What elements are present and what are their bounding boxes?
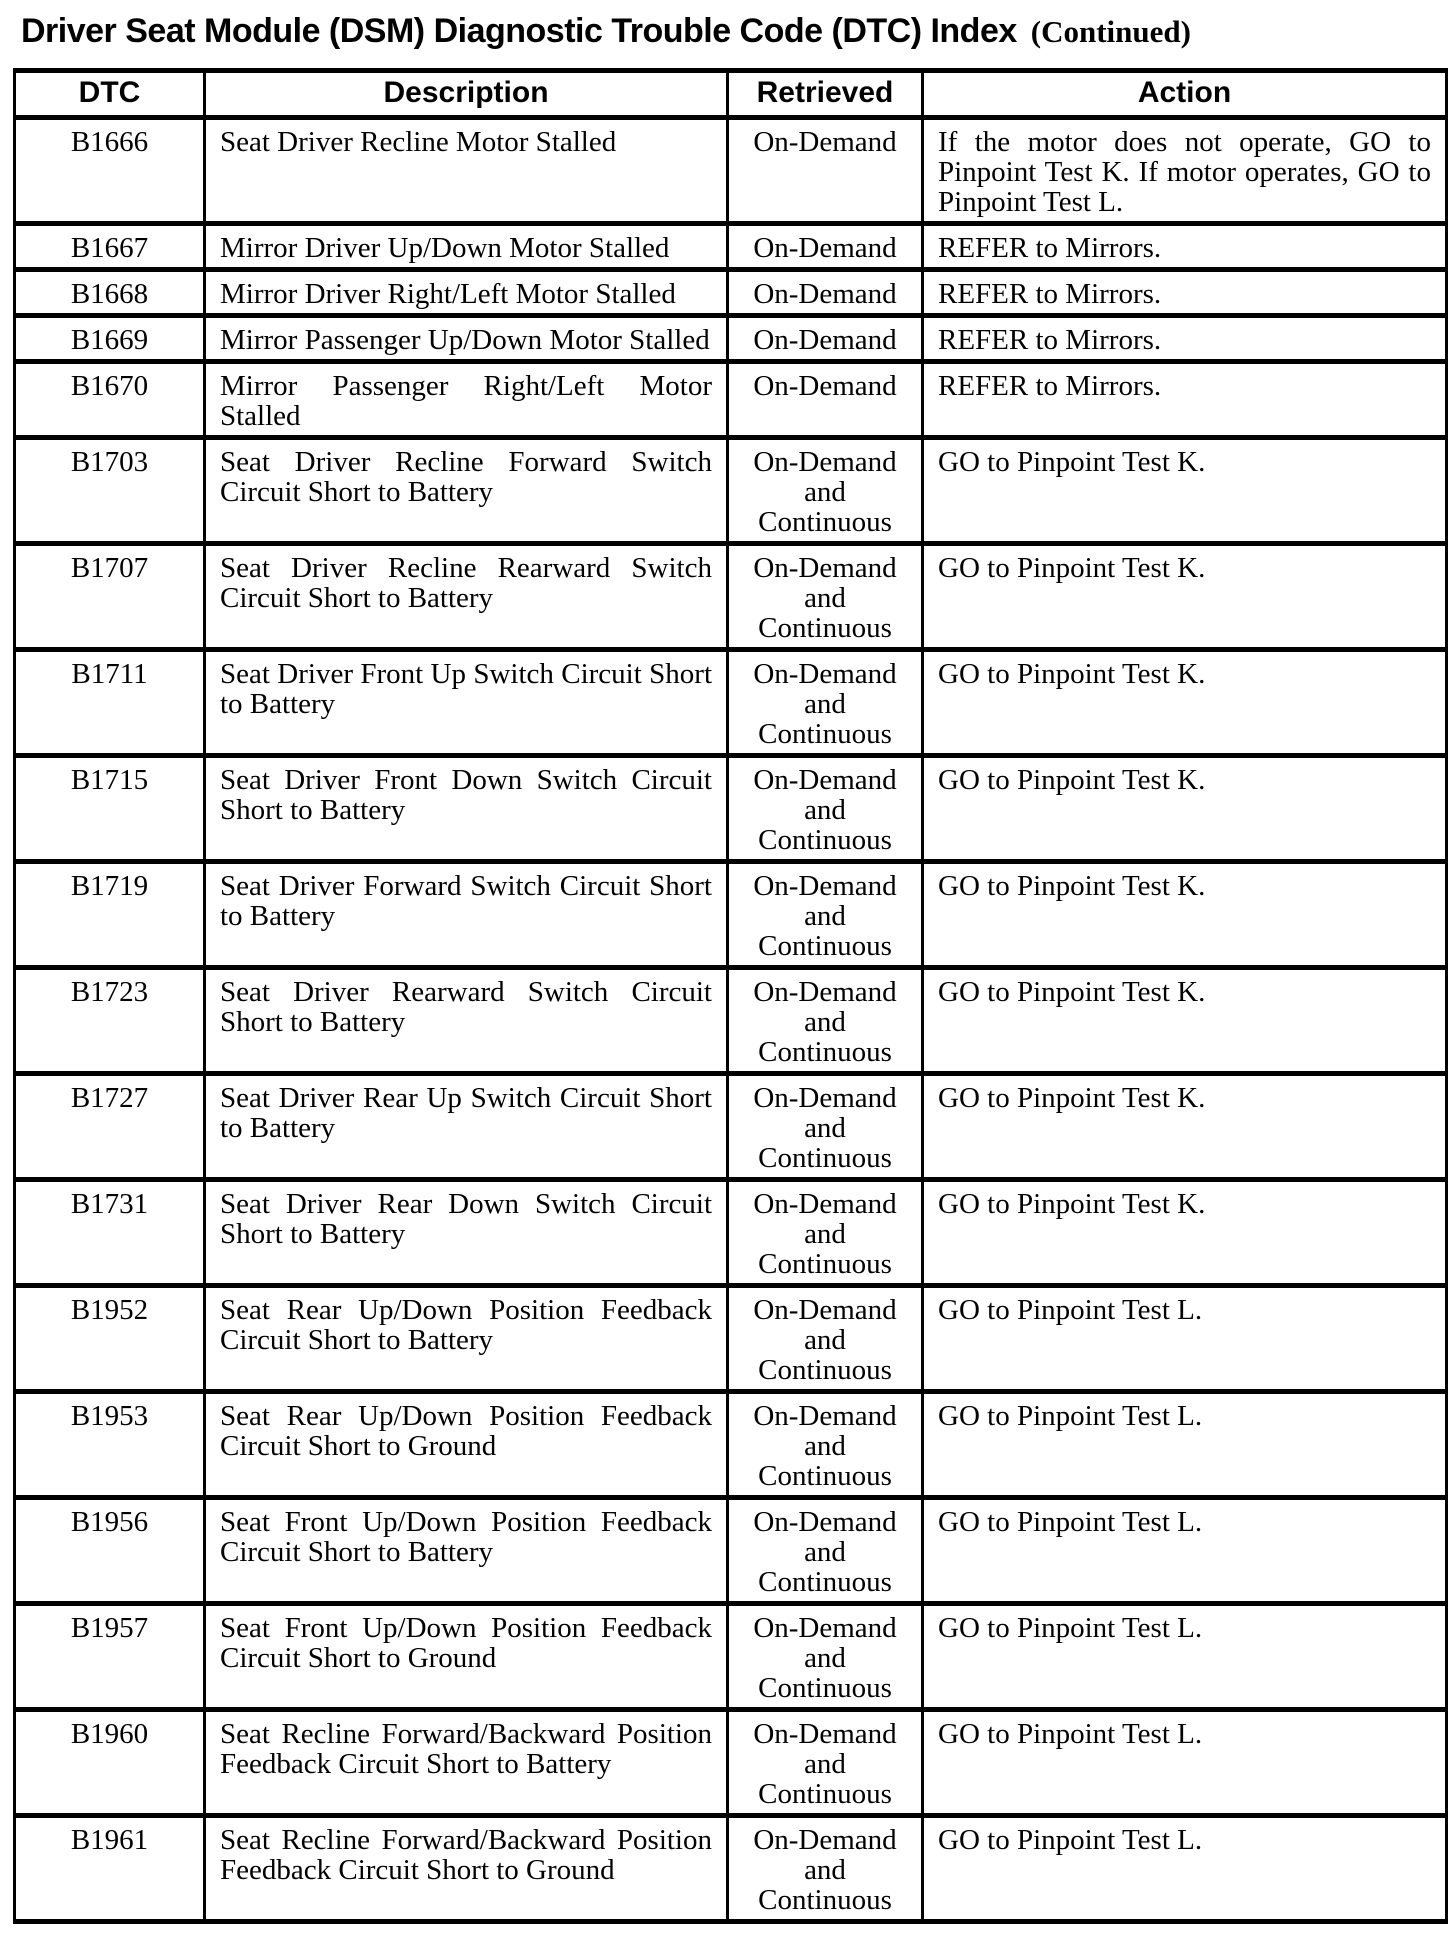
page-title bbox=[21, 12, 1445, 51]
table-row bbox=[15, 1710, 1447, 1816]
table-header-row bbox=[15, 71, 1447, 118]
description-cell: Mirror Passenger Up/Down Motor Stalled bbox=[205, 316, 728, 362]
table-row bbox=[15, 1074, 1447, 1180]
table-row bbox=[15, 544, 1447, 650]
retrieved-cell: On-Demand and Continuous bbox=[728, 438, 923, 544]
description-cell: Seat Driver Rearward Switch Circuit Short to Battery bbox=[205, 968, 728, 1074]
dtc-code-cell: B1711 bbox=[15, 650, 205, 756]
retrieved-cell: On-Demand bbox=[728, 362, 923, 438]
description-cell: Mirror Driver Right/Left Motor Stalled bbox=[205, 270, 728, 316]
action-cell: GO to Pinpoint Test L. bbox=[923, 1286, 1447, 1392]
retrieved-cell: On-Demand and Continuous bbox=[728, 1498, 923, 1604]
dtc-table-body bbox=[15, 118, 1447, 1922]
action-cell: GO to Pinpoint Test K. bbox=[923, 968, 1447, 1074]
dtc-code-cell: B1719 bbox=[15, 862, 205, 968]
description-cell: Seat Driver Rear Up Switch Circuit Short to Battery bbox=[205, 1074, 728, 1180]
retrieved-cell: On-Demand and Continuous bbox=[728, 1816, 923, 1922]
page-title-main: Driver Seat Module (DSM) Diagnostic Trouble Code (DTC) Index bbox=[21, 12, 1017, 50]
action-cell: GO to Pinpoint Test L. bbox=[923, 1710, 1447, 1816]
description-cell: Seat Driver Front Up Switch Circuit Short to Battery bbox=[205, 650, 728, 756]
dtc-code-cell: B1957 bbox=[15, 1604, 205, 1710]
table-row bbox=[15, 316, 1447, 362]
action-cell: GO to Pinpoint Test K. bbox=[923, 438, 1447, 544]
dtc-code-cell: B1952 bbox=[15, 1286, 205, 1392]
dtc-code-cell: B1703 bbox=[15, 438, 205, 544]
retrieved-cell: On-Demand and Continuous bbox=[728, 1286, 923, 1392]
dtc-code-cell: B1723 bbox=[15, 968, 205, 1074]
action-cell: GO to Pinpoint Test L. bbox=[923, 1498, 1447, 1604]
description-cell: Seat Rear Up/Down Position Feedback Circuit Short to Battery bbox=[205, 1286, 728, 1392]
table-row bbox=[15, 118, 1447, 224]
action-cell: REFER to Mirrors. bbox=[923, 362, 1447, 438]
description-cell: Seat Driver Front Down Switch Circuit Short to Battery bbox=[205, 756, 728, 862]
action-cell: GO to Pinpoint Test K. bbox=[923, 1180, 1447, 1286]
action-cell: GO to Pinpoint Test K. bbox=[923, 1074, 1447, 1180]
table-row bbox=[15, 362, 1447, 438]
retrieved-cell: On-Demand and Continuous bbox=[728, 544, 923, 650]
table-row bbox=[15, 862, 1447, 968]
action-cell: REFER to Mirrors. bbox=[923, 316, 1447, 362]
description-cell: Seat Driver Recline Forward Switch Circuit Short to Battery bbox=[205, 438, 728, 544]
retrieved-cell: On-Demand and Continuous bbox=[728, 862, 923, 968]
description-cell: Seat Driver Rear Down Switch Circuit Short to Battery bbox=[205, 1180, 728, 1286]
action-cell: REFER to Mirrors. bbox=[923, 224, 1447, 270]
retrieved-cell: On-Demand and Continuous bbox=[728, 1392, 923, 1498]
description-cell: Seat Front Up/Down Position Feedback Circuit Short to Battery bbox=[205, 1498, 728, 1604]
col-header-retrieved: Retrieved bbox=[728, 71, 923, 118]
description-cell: Seat Rear Up/Down Position Feedback Circuit Short to Ground bbox=[205, 1392, 728, 1498]
description-cell: Seat Driver Forward Switch Circuit Short to Battery bbox=[205, 862, 728, 968]
dtc-code-cell: B1727 bbox=[15, 1074, 205, 1180]
dtc-code-cell: B1960 bbox=[15, 1710, 205, 1816]
action-cell: REFER to Mirrors. bbox=[923, 270, 1447, 316]
table-row bbox=[15, 650, 1447, 756]
retrieved-cell: On-Demand bbox=[728, 118, 923, 224]
dtc-index-table bbox=[13, 68, 1448, 1924]
action-cell: GO to Pinpoint Test L. bbox=[923, 1604, 1447, 1710]
dtc-code-cell: B1669 bbox=[15, 316, 205, 362]
retrieved-cell: On-Demand and Continuous bbox=[728, 756, 923, 862]
action-cell: GO to Pinpoint Test L. bbox=[923, 1816, 1447, 1922]
description-cell: Seat Recline Forward/Backward Position Feedback Circuit Short to Ground bbox=[205, 1816, 728, 1922]
dtc-code-cell: B1666 bbox=[15, 118, 205, 224]
retrieved-cell: On-Demand and Continuous bbox=[728, 1604, 923, 1710]
action-cell: GO to Pinpoint Test K. bbox=[923, 862, 1447, 968]
retrieved-cell: On-Demand bbox=[728, 316, 923, 362]
dtc-code-cell: B1953 bbox=[15, 1392, 205, 1498]
table-row bbox=[15, 1498, 1447, 1604]
table-row bbox=[15, 1392, 1447, 1498]
retrieved-cell: On-Demand bbox=[728, 224, 923, 270]
table-row bbox=[15, 1180, 1447, 1286]
table-row bbox=[15, 1286, 1447, 1392]
action-cell: GO to Pinpoint Test K. bbox=[923, 756, 1447, 862]
table-row bbox=[15, 438, 1447, 544]
table-row bbox=[15, 224, 1447, 270]
dtc-code-cell: B1715 bbox=[15, 756, 205, 862]
dtc-code-cell: B1670 bbox=[15, 362, 205, 438]
description-cell: Mirror Driver Up/Down Motor Stalled bbox=[205, 224, 728, 270]
description-cell: Seat Driver Recline Rearward Switch Circuit Short to Battery bbox=[205, 544, 728, 650]
retrieved-cell: On-Demand and Continuous bbox=[728, 968, 923, 1074]
action-cell: GO to Pinpoint Test K. bbox=[923, 544, 1447, 650]
table-row bbox=[15, 968, 1447, 1074]
dtc-code-cell: B1668 bbox=[15, 270, 205, 316]
dtc-code-cell: B1707 bbox=[15, 544, 205, 650]
retrieved-cell: On-Demand and Continuous bbox=[728, 1710, 923, 1816]
dtc-code-cell: B1667 bbox=[15, 224, 205, 270]
table-row bbox=[15, 270, 1447, 316]
col-header-action: Action bbox=[923, 71, 1447, 118]
description-cell: Seat Driver Recline Motor Stalled bbox=[205, 118, 728, 224]
description-cell: Seat Recline Forward/Backward Position Feedback Circuit Short to Battery bbox=[205, 1710, 728, 1816]
col-header-dtc: DTC bbox=[15, 71, 205, 118]
table-row bbox=[15, 756, 1447, 862]
action-cell: GO to Pinpoint Test L. bbox=[923, 1392, 1447, 1498]
retrieved-cell: On-Demand bbox=[728, 270, 923, 316]
col-header-description: Description bbox=[205, 71, 728, 118]
retrieved-cell: On-Demand and Continuous bbox=[728, 650, 923, 756]
action-cell: GO to Pinpoint Test K. bbox=[923, 650, 1447, 756]
retrieved-cell: On-Demand and Continuous bbox=[728, 1074, 923, 1180]
description-cell: Seat Front Up/Down Position Feedback Circuit Short to Ground bbox=[205, 1604, 728, 1710]
dtc-code-cell: B1956 bbox=[15, 1498, 205, 1604]
dtc-code-cell: B1961 bbox=[15, 1816, 205, 1922]
action-cell: If the motor does not operate, GO to Pinpoint Test K. If motor operates, GO to Pinpoint Test L. bbox=[923, 118, 1447, 224]
table-row bbox=[15, 1604, 1447, 1710]
table-row bbox=[15, 1816, 1447, 1922]
description-cell: Mirror Passenger Right/Left Motor Stalled bbox=[205, 362, 728, 438]
dtc-code-cell: B1731 bbox=[15, 1180, 205, 1286]
retrieved-cell: On-Demand and Continuous bbox=[728, 1180, 923, 1286]
page-title-continued: (Continued) bbox=[1030, 14, 1191, 49]
